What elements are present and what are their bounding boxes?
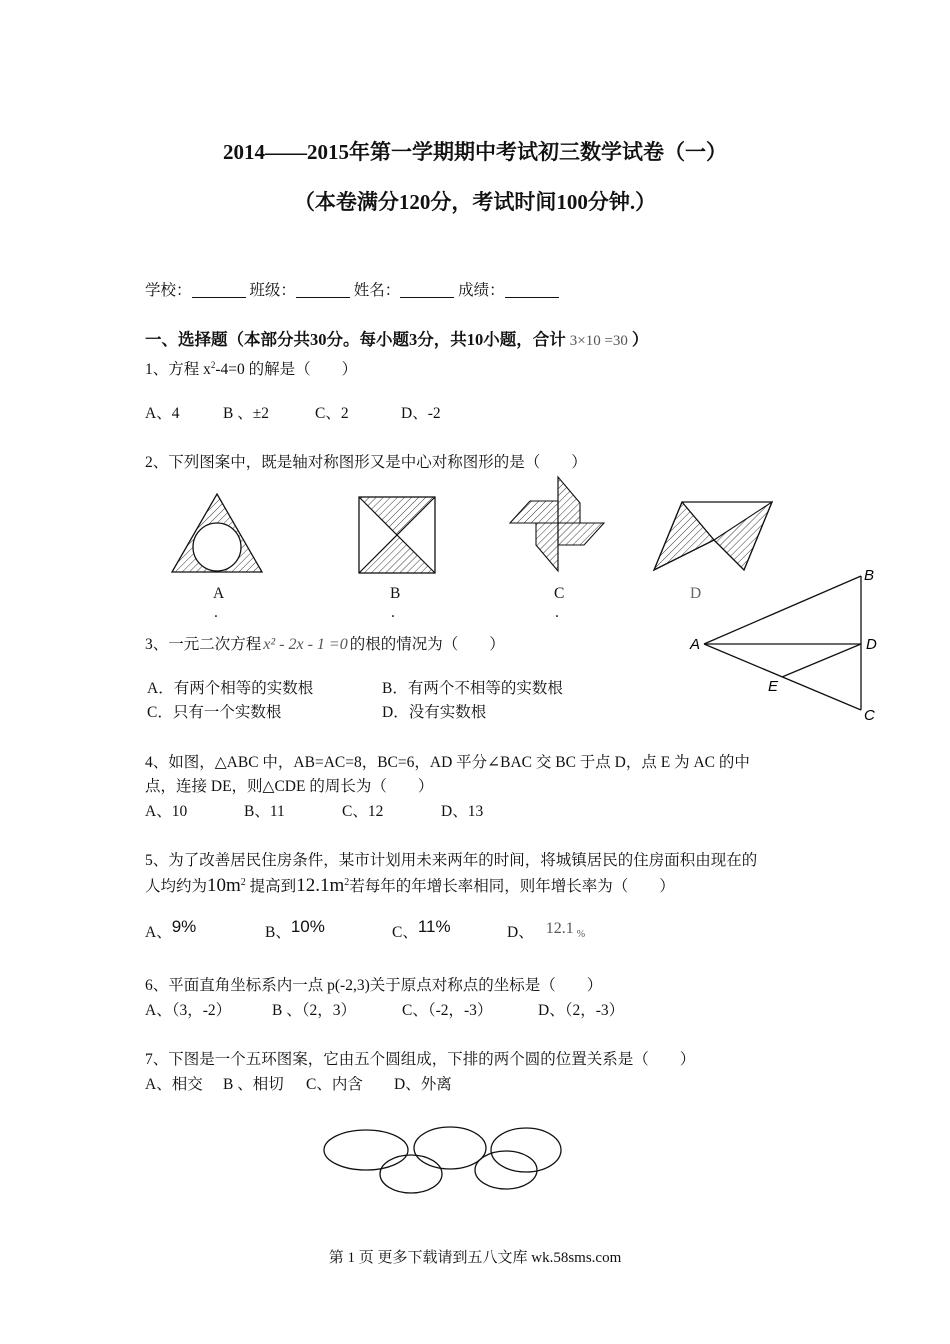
q1-stem-a: 1、方程 x bbox=[145, 361, 211, 378]
q5-option-c[interactable] bbox=[392, 917, 507, 942]
q7-stem: 7、下图是一个五环图案，它由五个圆组成，下排的两个圆的位置关系是（ ） bbox=[145, 1051, 696, 1068]
name-blank[interactable] bbox=[400, 297, 454, 298]
q3-stem-b: 的根的情况为（ ） bbox=[349, 636, 505, 653]
q4-label-a: A bbox=[690, 636, 701, 653]
q5-option-a[interactable] bbox=[145, 917, 265, 942]
q4-options bbox=[145, 799, 483, 821]
q5-area-1: 10m bbox=[207, 875, 241, 896]
q7-five-rings-figure bbox=[322, 1124, 564, 1196]
q2-dot-c: . bbox=[555, 604, 559, 621]
q4-label-e: E bbox=[768, 678, 779, 695]
q4-label-d: D bbox=[866, 636, 877, 653]
q2-label-b[interactable]: B bbox=[390, 585, 401, 602]
q5-option-c-letter: C、 bbox=[392, 924, 418, 941]
q1-option-a[interactable]: A、4 bbox=[145, 405, 180, 422]
q1-options bbox=[145, 401, 441, 423]
class-label: 班级： bbox=[249, 282, 296, 299]
q7-option-b[interactable]: B 、相切 bbox=[223, 1076, 284, 1093]
q5-option-d[interactable] bbox=[507, 920, 585, 942]
q2-label-a[interactable]: A bbox=[213, 585, 225, 602]
q4-option-c[interactable]: C、12 bbox=[342, 803, 384, 820]
q1-sup: 2 bbox=[210, 359, 216, 370]
q4-line1: 4、如图，△ABC 中，AB=AC=8，BC=6，AD 平分∠BAC 交 BC 于点 D，点 E 为 AC 的中 bbox=[145, 754, 750, 771]
score-blank[interactable] bbox=[505, 297, 559, 298]
q2-dot-b: . bbox=[391, 604, 395, 621]
exam-subtitle: （本卷满分120分，考试时间100分钟.） bbox=[293, 190, 657, 214]
q6-option-d[interactable]: D、（2，-3） bbox=[538, 1002, 625, 1019]
q2-figure-a bbox=[170, 492, 265, 574]
q2-figure-c bbox=[508, 475, 610, 575]
q3-option-b[interactable]: B．有两个不相等的实数根 bbox=[382, 680, 563, 697]
q7-option-c[interactable]: C、内含 bbox=[306, 1076, 363, 1093]
q4-line2: 点，连接 DE，则△CDE 的周长为（ ） bbox=[145, 778, 434, 795]
section-heading-end: ） bbox=[631, 330, 649, 349]
q5-line2-c: 若每年的年增长率相同，则年增长率为（ ） bbox=[349, 878, 675, 895]
q1-stem bbox=[145, 357, 357, 379]
q5-line1: 5、为了改善居民住房条件，某市计划用未来两年的时间，将城镇居民的住房面积由现在的 bbox=[145, 852, 758, 869]
q5-sq-2: 2 bbox=[344, 876, 350, 888]
q4-option-a[interactable]: A、10 bbox=[145, 803, 188, 820]
q3-option-a[interactable]: A．有两个相等的实数根 bbox=[147, 680, 314, 697]
q6-stem: 6、平面直角坐标系内一点 p(-2,3)关于原点对称点的坐标是（ ） bbox=[145, 977, 603, 994]
q5-options bbox=[145, 917, 586, 942]
q2-dot-a: . bbox=[214, 604, 218, 621]
q5-option-b-letter: B、 bbox=[265, 924, 291, 941]
q6-option-a[interactable]: A、（3，-2） bbox=[145, 1002, 232, 1019]
section-heading bbox=[145, 326, 648, 350]
q1-option-d[interactable]: D、-2 bbox=[401, 405, 441, 422]
q2-stem: 2、下列图案中，既是轴对称图形又是中心对称图形的是（ ） bbox=[145, 454, 587, 471]
q5-option-d-unit: % bbox=[576, 929, 586, 940]
q1-option-b[interactable]: B 、±2 bbox=[223, 405, 269, 422]
class-blank[interactable] bbox=[296, 297, 350, 298]
q5-option-b-value: 10% bbox=[290, 917, 325, 936]
exam-title: 2014——2015年第一学期期中考试初三数学试卷（一） bbox=[223, 140, 727, 164]
q5-line2-a: 人均约为 bbox=[145, 878, 208, 895]
q5-sq-1: 2 bbox=[240, 876, 246, 888]
q7-option-a[interactable]: A、相交 bbox=[145, 1076, 203, 1093]
q2-label-d[interactable]: D bbox=[690, 585, 702, 602]
q3-equation: x² - 2x - 1 =0 bbox=[263, 636, 348, 653]
q4-figure bbox=[690, 562, 890, 727]
q3-option-d[interactable]: D．没有实数根 bbox=[382, 704, 487, 721]
section-heading-text: 一、选择题（本部分共30分。每小题3分，共10小题，合计 bbox=[145, 330, 566, 349]
q7-option-d[interactable]: D、外离 bbox=[394, 1076, 452, 1093]
q5-option-a-value: 9% bbox=[171, 917, 197, 936]
q4-label-c: C bbox=[864, 707, 875, 724]
q5-area-2: 12.1m bbox=[296, 875, 345, 896]
q1-option-c[interactable]: C、2 bbox=[315, 405, 349, 422]
q4-option-b[interactable]: B、11 bbox=[244, 803, 285, 820]
q4-label-b: B bbox=[864, 567, 875, 584]
q5-option-a-letter: A、 bbox=[145, 924, 172, 941]
q5-option-d-letter: D、 bbox=[507, 924, 534, 941]
school-label: 学校： bbox=[145, 282, 192, 299]
q5-line2-b: 提高到 bbox=[249, 878, 297, 895]
q6-option-b[interactable]: B 、（2，3） bbox=[272, 1002, 356, 1019]
q3-option-c[interactable]: C．只有一个实数根 bbox=[147, 704, 282, 721]
score-label: 成绩： bbox=[458, 282, 505, 299]
info-line bbox=[145, 278, 559, 300]
q2-figure-b bbox=[357, 495, 437, 575]
q5-option-b[interactable] bbox=[265, 917, 392, 942]
q5-line2 bbox=[145, 874, 675, 897]
name-label: 姓名： bbox=[353, 282, 401, 299]
q4-option-d[interactable]: D、13 bbox=[441, 803, 484, 820]
q5-option-c-value: 11% bbox=[417, 917, 451, 936]
school-blank[interactable] bbox=[192, 297, 246, 298]
q6-option-c[interactable]: C、（-2，-3） bbox=[402, 1002, 493, 1019]
q3-stem bbox=[145, 632, 505, 654]
q3-stem-a: 3、一元二次方程 bbox=[145, 636, 262, 653]
q1-stem-b: -4=0 的解是（ ） bbox=[215, 361, 358, 378]
q2-label-c[interactable]: C bbox=[554, 585, 565, 602]
page-footer: 第 1 页 更多下载请到五八文库 wk.58sms.com bbox=[328, 1250, 622, 1266]
q7-options bbox=[145, 1072, 452, 1094]
section-heading-math: 3×10 =30 bbox=[569, 333, 628, 349]
q5-option-d-value: 12.1 bbox=[545, 920, 574, 937]
q6-options bbox=[145, 998, 624, 1020]
